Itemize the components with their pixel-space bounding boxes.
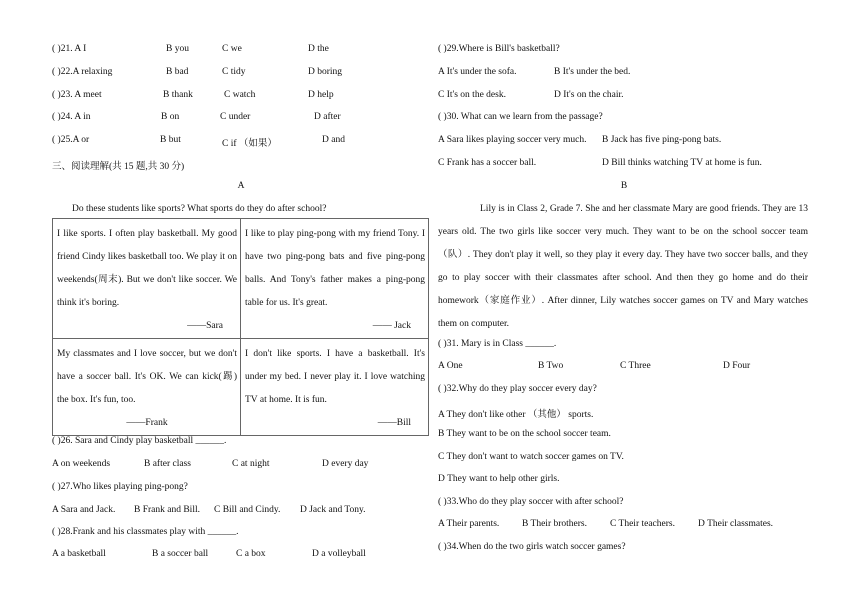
passage-b-title: B bbox=[620, 181, 628, 191]
left-column bbox=[52, 0, 430, 608]
q21-option-b: B you bbox=[166, 44, 189, 54]
q30-option-c: C Frank has a soccer ball. bbox=[438, 158, 537, 168]
q23-option-c: C watch bbox=[224, 90, 256, 100]
q29-option-d: D It's on the chair. bbox=[554, 90, 624, 100]
q31-option-d: D Four bbox=[723, 361, 751, 371]
q28-option-b: B a soccer ball bbox=[152, 549, 209, 559]
q22-option-d: D boring bbox=[308, 67, 343, 77]
bill-signature: ——Bill bbox=[377, 418, 411, 428]
q23-option-b: B thank bbox=[163, 90, 193, 100]
q27-stem: ( )27.Who likes playing ping-pong? bbox=[52, 482, 188, 492]
q30-stem: ( )30. What can we learn from the passage? bbox=[438, 112, 603, 122]
q31-option-a: A One bbox=[438, 361, 463, 371]
sara-cell bbox=[53, 219, 241, 339]
q29-stem: ( )29.Where is Bill's basketball? bbox=[438, 44, 560, 54]
q30-option-b: B Jack has five ping-pong bats. bbox=[602, 135, 722, 145]
q32-option-a: A They don't like other （其他） sports. bbox=[438, 410, 594, 420]
q29-option-a: A It's under the sofa. bbox=[438, 67, 517, 77]
q24-option-c: C under bbox=[220, 112, 251, 122]
bill-text: I don't like sports. I have a basketball. It's under my bed. I never play it. I love watching TV at home. It is fun. bbox=[245, 349, 425, 405]
q33-option-a: A Their parents. bbox=[438, 519, 500, 529]
passage-a-title: A bbox=[237, 181, 245, 191]
q25-stem: ( )25.A or bbox=[52, 135, 90, 145]
q27-option-c: C Bill and Cindy. bbox=[214, 505, 281, 515]
jack-cell bbox=[241, 219, 429, 339]
q34-stem: ( )34.When do the two girls watch soccer games? bbox=[438, 542, 626, 552]
q29-option-b: B It's under the bed. bbox=[554, 67, 631, 77]
q31-stem: ( )31. Mary is in Class ______. bbox=[438, 339, 557, 349]
q28-option-a: A a basketball bbox=[52, 549, 106, 559]
section-heading: 三、阅读理解(共 15 题,共 30 分) bbox=[52, 162, 185, 172]
q33-stem: ( )33.Who do they play soccer with after school? bbox=[438, 497, 624, 507]
q26-option-b: B after class bbox=[144, 459, 191, 469]
jack-signature: —— Jack bbox=[372, 321, 411, 331]
q29-option-c: C It's on the desk. bbox=[438, 90, 506, 100]
q23-stem: ( )23. A meet bbox=[52, 90, 102, 100]
passage-a-table bbox=[52, 218, 429, 436]
frank-signature: ——Frank bbox=[126, 418, 168, 428]
q24-option-d: D after bbox=[314, 112, 341, 122]
sara-signature: ——Sara bbox=[187, 321, 223, 331]
q33-option-c: C Their teachers. bbox=[610, 519, 675, 529]
q28-stem: ( )28.Frank and his classmates play with ______. bbox=[52, 527, 239, 537]
sara-text: I like sports. I often play basketball. My good friend Cindy likes basketball too. We play it on weekends(周末). But we don't like soccer. We think it's boring. bbox=[57, 229, 237, 308]
q26-option-c: C at night bbox=[232, 459, 270, 469]
jack-text: I like to play ping-pong with my friend Tony. I have two ping-pong bats and five ping-pong balls. And Tony's father makes a ping-pong table for us. It's great. bbox=[245, 229, 425, 308]
passage-b-text: Lily is in Class 2, Grade 7. She and her classmate Mary are good friends. They are 13 years old. The two girls like soccer very much. They want to be on the school soccer team（队）. They don't play it well, so they play it every day. They have two soccer balls, and they go to play soccer with their classmates after school. And then they go home and do their homework（家庭作业）. After dinner, Lily watches soccer games on TV and Mary watches them on computer. bbox=[438, 204, 808, 329]
right-column bbox=[438, 0, 810, 608]
q22-option-b: B bad bbox=[166, 67, 189, 77]
frank-text: My classmates and I love soccer, but we don't have a soccer ball. It's OK. We can kick(踢) the box. It's fun, too. bbox=[57, 349, 237, 405]
q26-option-a: A on weekends bbox=[52, 459, 111, 469]
q23-option-d: D help bbox=[308, 90, 334, 100]
passage-a-intro: Do these students like sports? What sports do they do after school? bbox=[72, 204, 327, 214]
q32-option-c: C They don't want to watch soccer games on TV. bbox=[438, 452, 624, 462]
q32-option-d: D They want to help other girls. bbox=[438, 474, 560, 484]
q25-option-c: C if （如果） bbox=[222, 139, 277, 149]
q33-option-d: D Their classmates. bbox=[698, 519, 774, 529]
bill-cell bbox=[241, 339, 429, 436]
q30-option-d: D Bill thinks watching TV at home is fun. bbox=[602, 158, 762, 168]
q24-option-b: B on bbox=[161, 112, 180, 122]
q32-stem: ( )32.Why do they play soccer every day? bbox=[438, 384, 597, 394]
q21-option-d: D the bbox=[308, 44, 329, 54]
q33-option-b: B Their brothers. bbox=[522, 519, 587, 529]
q30-option-a: A Sara likes playing soccer very much. bbox=[438, 135, 587, 145]
frank-cell bbox=[53, 339, 241, 436]
q27-option-d: D Jack and Tony. bbox=[300, 505, 366, 515]
q26-option-d: D every day bbox=[322, 459, 369, 469]
q31-option-c: C Three bbox=[620, 361, 651, 371]
q28-option-d: D a volleyball bbox=[312, 549, 366, 559]
q21-option-c: C we bbox=[222, 44, 242, 54]
q24-stem: ( )24. A in bbox=[52, 112, 91, 122]
q31-option-b: B Two bbox=[538, 361, 564, 371]
q28-option-c: C a box bbox=[236, 549, 266, 559]
q25-option-b: B but bbox=[160, 135, 181, 145]
q26-stem: ( )26. Sara and Cindy play basketball ______. bbox=[52, 436, 227, 446]
q32-option-b: B They want to be on the school soccer team. bbox=[438, 429, 611, 439]
q25-option-d: D and bbox=[322, 135, 345, 145]
q22-stem: ( )22.A relaxing bbox=[52, 67, 113, 77]
q22-option-c: C tidy bbox=[222, 67, 246, 77]
q21-stem: ( )21. A I bbox=[52, 44, 87, 54]
q27-option-a: A Sara and Jack. bbox=[52, 505, 116, 515]
q27-option-b: B Frank and Bill. bbox=[134, 505, 200, 515]
